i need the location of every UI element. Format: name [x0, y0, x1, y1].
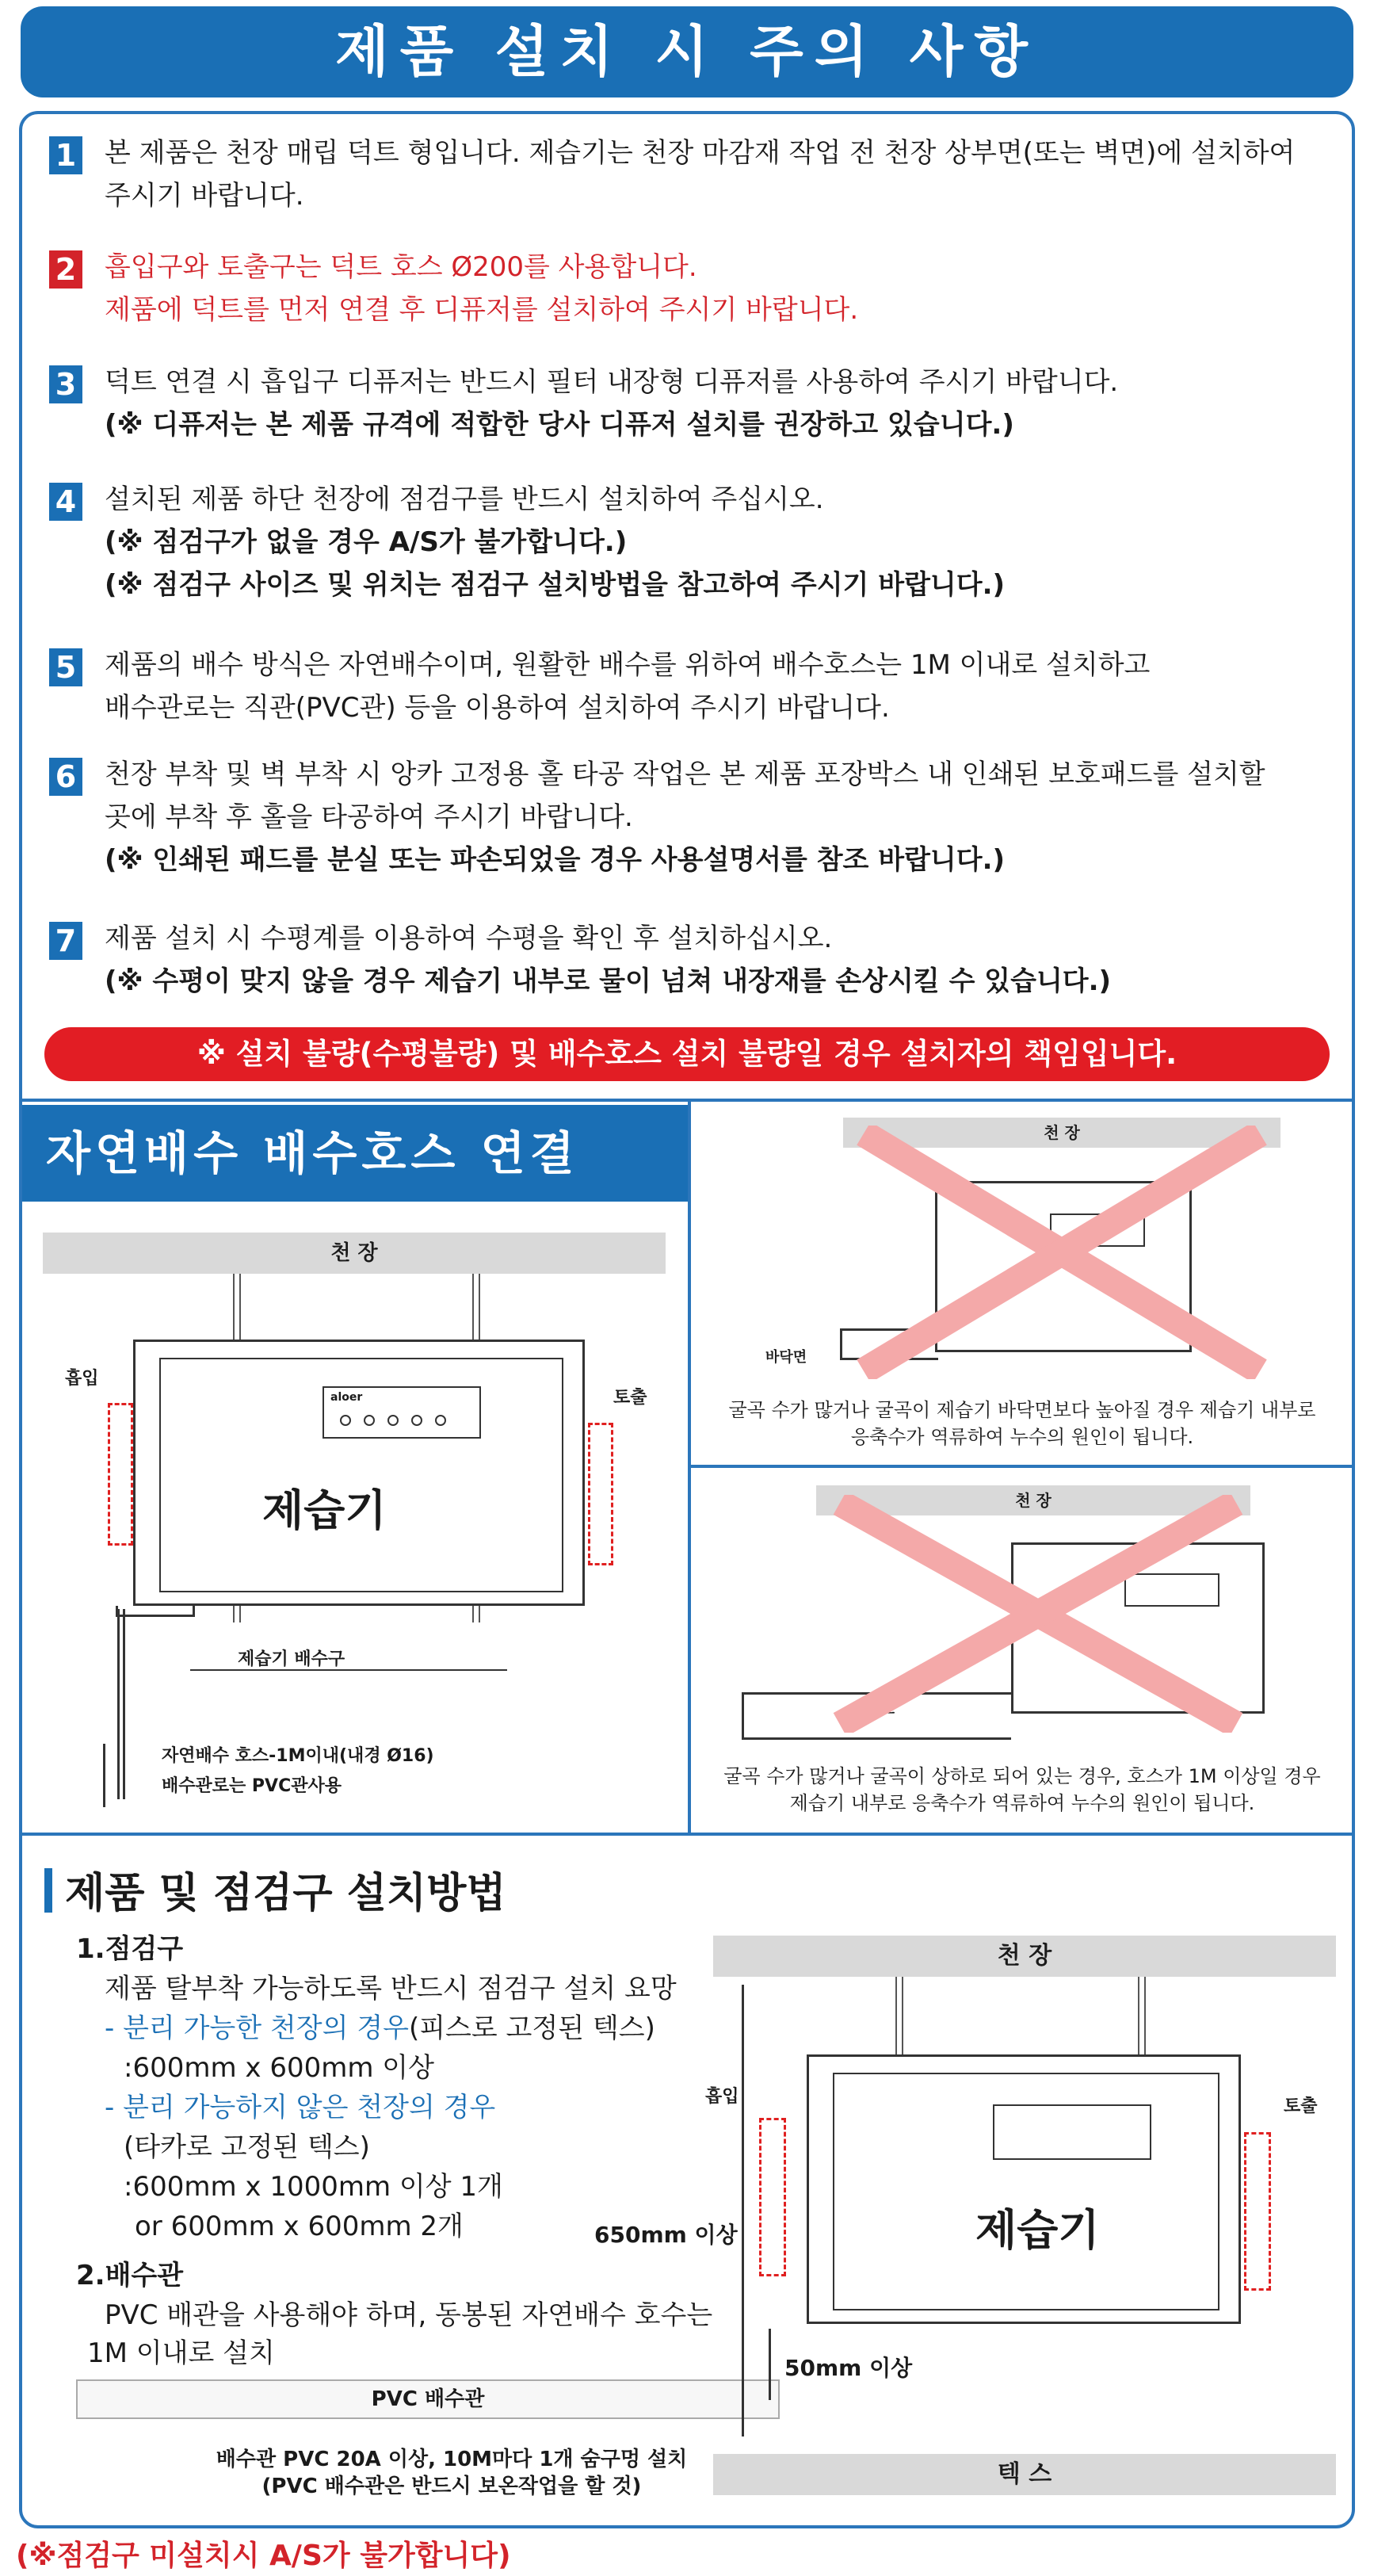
knob-icon	[411, 1415, 422, 1426]
bad-example-caption: 굴곡 수가 많거나 굴곡이 제습기 바닥면보다 높아질 경우 제습기 내부로 응축수가 역류하여 누수의 원인이 됩니다.	[728, 1399, 1316, 1448]
note-text: 본 제품은 천장 매립 덕트 형입니다. 제습기는 천장 마감재 작업 전 천장 상부면(또는 벽면)에 설치하여	[105, 137, 1296, 169]
page-title: 제품 설치 시 주의 사항	[21, 6, 1353, 97]
note-number: 6	[49, 758, 82, 796]
as-warning-footer: (※점검구 미설치시 A/S가 불가합니다)	[16, 2540, 511, 2572]
pvc-pipe-bar: PVC 배수관	[76, 2379, 780, 2419]
note-text: (※ 디퓨저는 본 제품 규격에 적합한 당사 디퓨저 설치를 권장하고 있습니다.)	[105, 409, 1014, 441]
pvc-note: 배수관 PVC 20A 이상, 10M마다 1개 숨구멍 설치 (PVC 배수관은 반드시 보온작업을 할 것)	[216, 2448, 688, 2498]
x-mark-icon	[824, 1495, 1252, 1733]
divider	[689, 1465, 1353, 1468]
inst-text: :600mm x 600mm 이상	[124, 2052, 434, 2084]
knob-icon	[364, 1415, 375, 1426]
inst-text: - 분리 가능한 천장의 경우(피스로 고정된 텍스)	[105, 2012, 655, 2044]
note-text: 곳에 부착 후 홀을 타공하여 주시기 바랍니다.	[105, 801, 633, 833]
outlet-label: 토출	[613, 1388, 647, 1408]
tex-ceiling-board: 텍 스	[713, 2454, 1336, 2495]
knob-icon	[340, 1415, 351, 1426]
unit-label: 제습기	[262, 1485, 387, 1535]
note-text: (※ 인쇄된 패드를 분실 또는 파손되었을 경우 사용설명서를 참조 바랍니다.)	[105, 844, 1006, 876]
intake-duct-outline	[108, 1403, 133, 1546]
inst-text: PVC 배관을 사용해야 하며, 동봉된 자연배수 호수는	[105, 2299, 713, 2331]
note-number: 5	[49, 648, 82, 686]
note-text: 제품의 배수 방식은 자연배수이며, 원활한 배수를 위하여 배수호스는 1M 이내로 설치하고	[105, 649, 1151, 681]
flow-arrow	[103, 1744, 105, 1807]
drain-port-label: 제습기 배수구	[238, 1649, 345, 1669]
note-text: 덕트 연결 시 흡입구 디퓨저는 반드시 필터 내장형 디퓨저를 사용하여 주시기 바랍니다.	[105, 366, 1119, 398]
note-text: 주시기 바랍니다.	[105, 180, 304, 212]
pvc-pipe-label: 배수관로는 PVC관사용	[162, 1776, 342, 1796]
height-dimension: 650mm 이상	[594, 2222, 738, 2248]
ceiling-bar: 천 장	[843, 1118, 1280, 1148]
note-text: (※ 수평이 맞지 않을 경우 제습기 내부로 물이 넘쳐 내장재를 손상시킬 수 있습니다.)	[105, 965, 1112, 997]
note-text: (※ 점검구가 없을 경우 A/S가 불가합니다.)	[105, 526, 628, 558]
note-text: 제품에 덕트를 먼저 연결 후 디퓨저를 설치하여 주시기 바랍니다.	[105, 294, 859, 326]
gap-dimension-line	[769, 2329, 771, 2400]
ceiling-bar: 천 장	[816, 1485, 1250, 1515]
height-dimension-line	[742, 1985, 744, 2436]
note-text: 배수관로는 직관(PVC관) 등을 이용하여 설치하여 주시기 바랍니다.	[105, 692, 890, 724]
ceiling-bar: 천 장	[713, 1936, 1336, 1977]
control-panel	[323, 1386, 481, 1439]
unit-label: 제습기	[975, 2205, 1100, 2255]
note-text: 제품 설치 시 수평계를 이용하여 수평을 확인 후 설치하십시오.	[105, 923, 833, 954]
install-section-title: 제품 및 점검구 설치방법	[65, 1870, 506, 1917]
floor-label: 바닥면	[765, 1349, 807, 1366]
ceiling-bar: 천 장	[43, 1233, 666, 1274]
leader-line	[190, 1669, 507, 1671]
intake-label: 흡입	[705, 2087, 739, 2107]
inst-text: - 분리 가능하지 않은 천장의 경우	[105, 2092, 496, 2123]
intake-label: 흡입	[65, 1369, 99, 1389]
hose-spec-label: 자연배수 호스-1M이내(내경 Ø16)	[162, 1746, 434, 1766]
knob-icon	[387, 1415, 399, 1426]
inst-text: 1M 이내로 설치	[87, 2337, 275, 2369]
x-mark-icon	[848, 1126, 1276, 1379]
outlet-label: 토출	[1284, 2096, 1318, 2116]
hanging-rod	[1138, 1977, 1146, 2056]
inst-text: 제품 탈부착 가능하도록 반드시 점검구 설치 요망	[105, 1973, 677, 2005]
bad-example-caption: 굴곡 수가 많거나 굴곡이 상하로 되어 있는 경우, 호스가 1M 이상일 경우 제습기 내부로 응축수가 역류하여 누수의 원인이 됩니다.	[723, 1765, 1321, 1814]
drain-section-title: 자연배수 배수호스 연결	[22, 1105, 688, 1202]
section-accent	[44, 1868, 52, 1913]
outlet-duct-outline	[1244, 2132, 1271, 2291]
drain-hose	[117, 1609, 125, 1799]
note-text: (※ 점검구 사이즈 및 위치는 점검구 설치방법을 참고하여 주시기 바랍니다.)	[105, 569, 1006, 601]
hanging-rod	[895, 1977, 903, 2056]
note-number: 2	[49, 250, 82, 289]
drain-pipe-heading: 2.배수관	[76, 2260, 184, 2291]
note-number: 1	[49, 136, 82, 174]
panel-logo: aloer	[330, 1391, 363, 1404]
dehumidifier-unit	[807, 2054, 1241, 2324]
dehumidifier-unit	[133, 1340, 585, 1606]
control-panel	[993, 2104, 1151, 2160]
note-number: 4	[49, 483, 82, 521]
knob-icon	[435, 1415, 446, 1426]
divider	[21, 1833, 1353, 1836]
inst-text: :600mm x 1000mm 이상 1개	[124, 2171, 503, 2203]
note-text: 설치된 제품 하단 천장에 점검구를 반드시 설치하여 주십시오.	[105, 483, 824, 515]
installer-responsibility-banner: ※ 설치 불량(수평불량) 및 배수호스 설치 불량일 경우 설치자의 책임입니다.	[44, 1027, 1330, 1081]
inspection-heading: 1.점검구	[76, 1933, 184, 1965]
note-number: 3	[49, 365, 82, 403]
note-text: 흡입구와 토출구는 덕트 호스 Ø200를 사용합니다.	[105, 251, 697, 283]
inst-text: (타카로 고정된 텍스)	[124, 2131, 370, 2163]
drain-outlet	[116, 1606, 195, 1617]
divider	[21, 1099, 1353, 1102]
outlet-duct-outline	[588, 1423, 613, 1565]
note-text: 천장 부착 및 벽 부착 시 앙카 고정용 홀 타공 작업은 본 제품 포장박스 내 인쇄된 보호패드를 설치할	[105, 759, 1265, 790]
intake-duct-outline	[759, 2118, 786, 2276]
note-number: 7	[49, 922, 82, 960]
gap-dimension: 50mm 이상	[784, 2355, 913, 2381]
inst-text: or 600mm x 600mm 2개	[135, 2211, 464, 2242]
